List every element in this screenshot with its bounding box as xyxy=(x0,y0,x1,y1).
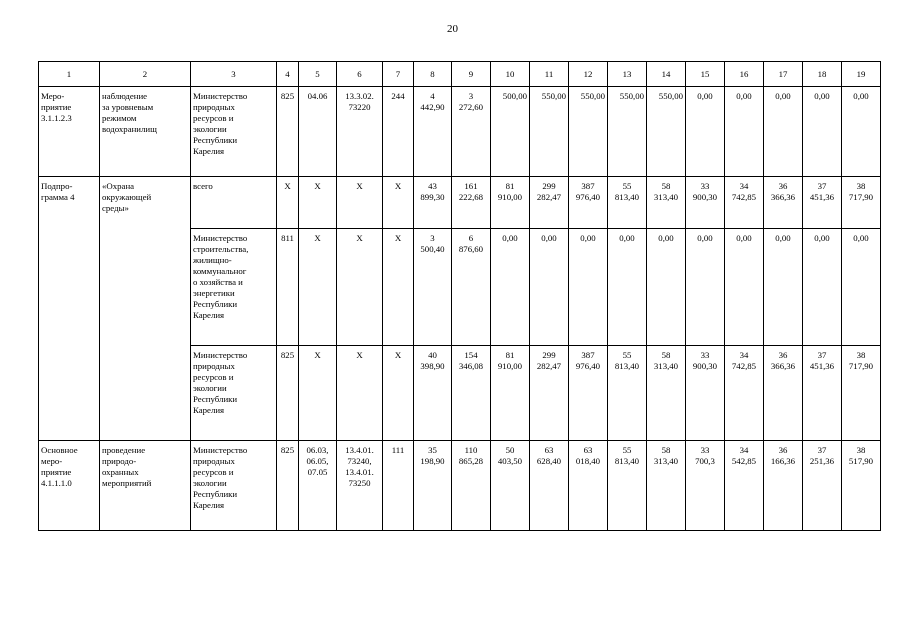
value-cell: 36 166,36 xyxy=(764,441,803,531)
value-cell: 387 976,40 xyxy=(569,177,608,229)
value-cell: 58 313,40 xyxy=(647,441,686,531)
value-cell: 43 899,30 xyxy=(414,177,452,229)
code-cell: X xyxy=(383,346,414,441)
value-cell: 63 628,40 xyxy=(530,441,569,531)
executor-cell: всего xyxy=(191,177,277,229)
value-cell: 299 282,47 xyxy=(530,177,569,229)
executor-cell: Министерство природных ресурсов и экологии Республики Карелия xyxy=(191,441,277,531)
header-cell: 1 xyxy=(39,62,100,87)
header-cell: 7 xyxy=(383,62,414,87)
code-cell: X xyxy=(383,177,414,229)
header-cell: 2 xyxy=(100,62,191,87)
code-cell: 244 xyxy=(383,87,414,177)
value-cell: 110 865,28 xyxy=(452,441,491,531)
value-cell: 3 272,60 xyxy=(452,87,491,177)
value-cell: 0,00 xyxy=(686,229,725,346)
value-cell: 33 900,30 xyxy=(686,177,725,229)
value-cell: 4 442,90 xyxy=(414,87,452,177)
code-cell: 825 xyxy=(277,346,299,441)
value-cell: 0,00 xyxy=(803,87,842,177)
value-cell: 500,00 xyxy=(491,87,530,177)
header-cell: 13 xyxy=(608,62,647,87)
budget-table xyxy=(38,61,881,531)
row-label-cell: Основное меро- приятие 4.1.1.1.0 xyxy=(39,441,100,531)
value-cell: 550,00 xyxy=(647,87,686,177)
value-cell: 34 742,85 xyxy=(725,177,764,229)
value-cell: 50 403,50 xyxy=(491,441,530,531)
value-cell: 6 876,60 xyxy=(452,229,491,346)
header-cell: 6 xyxy=(337,62,383,87)
value-cell: 81 910,00 xyxy=(491,346,530,441)
value-cell: 38 717,90 xyxy=(842,346,881,441)
value-cell: 0,00 xyxy=(530,229,569,346)
code-cell: X xyxy=(299,346,337,441)
value-cell: 55 813,40 xyxy=(608,441,647,531)
code-cell: X xyxy=(299,177,337,229)
value-cell: 0,00 xyxy=(725,229,764,346)
code-cell: 13.4.01. 73240, 13.4.01. 73250 xyxy=(337,441,383,531)
header-cell: 4 xyxy=(277,62,299,87)
value-cell: 387 976,40 xyxy=(569,346,608,441)
value-cell: 37 251,36 xyxy=(803,441,842,531)
value-cell: 0,00 xyxy=(842,87,881,177)
value-cell: 299 282,47 xyxy=(530,346,569,441)
header-cell: 16 xyxy=(725,62,764,87)
value-cell: 36 366,36 xyxy=(764,346,803,441)
header-cell: 14 xyxy=(647,62,686,87)
code-cell: 111 xyxy=(383,441,414,531)
header-cell: 10 xyxy=(491,62,530,87)
value-cell: 0,00 xyxy=(842,229,881,346)
value-cell: 34 742,85 xyxy=(725,346,764,441)
value-cell: 0,00 xyxy=(608,229,647,346)
header-cell: 8 xyxy=(414,62,452,87)
value-cell: 0,00 xyxy=(725,87,764,177)
value-cell: 63 018,40 xyxy=(569,441,608,531)
description-cell: проведение природо- охранных мероприятий xyxy=(100,441,191,531)
table-row xyxy=(39,441,881,531)
value-cell: 58 313,40 xyxy=(647,177,686,229)
code-cell: X xyxy=(337,346,383,441)
value-cell: 34 542,85 xyxy=(725,441,764,531)
table-row xyxy=(39,177,881,229)
value-cell: 550,00 xyxy=(608,87,647,177)
value-cell: 33 900,30 xyxy=(686,346,725,441)
code-cell: 13.3.02. 73220 xyxy=(337,87,383,177)
table-row xyxy=(39,87,881,177)
code-cell: 04.06 xyxy=(299,87,337,177)
value-cell: 58 313,40 xyxy=(647,346,686,441)
executor-cell: Министерство природных ресурсов и экологии Республики Карелия xyxy=(191,87,277,177)
value-cell: 35 198,90 xyxy=(414,441,452,531)
value-cell: 38 517,90 xyxy=(842,441,881,531)
header-cell: 15 xyxy=(686,62,725,87)
code-cell: X xyxy=(277,177,299,229)
value-cell: 0,00 xyxy=(647,229,686,346)
code-cell: X xyxy=(337,229,383,346)
header-cell: 12 xyxy=(569,62,608,87)
header-cell: 9 xyxy=(452,62,491,87)
description-cell: «Охрана окружающей среды» xyxy=(100,177,191,441)
header-cell: 3 xyxy=(191,62,277,87)
description-cell: наблюдение за уровневым режимом водохранилищ xyxy=(100,87,191,177)
code-cell: X xyxy=(383,229,414,346)
header-cell: 18 xyxy=(803,62,842,87)
code-cell: X xyxy=(337,177,383,229)
code-cell: 825 xyxy=(277,441,299,531)
value-cell: 38 717,90 xyxy=(842,177,881,229)
value-cell: 0,00 xyxy=(491,229,530,346)
header-cell: 19 xyxy=(842,62,881,87)
value-cell: 550,00 xyxy=(530,87,569,177)
code-cell: 06.03, 06.05, 07.05 xyxy=(299,441,337,531)
value-cell: 0,00 xyxy=(686,87,725,177)
header-row xyxy=(39,62,881,87)
value-cell: 36 366,36 xyxy=(764,177,803,229)
value-cell: 0,00 xyxy=(764,229,803,346)
code-cell: X xyxy=(299,229,337,346)
value-cell: 37 451,36 xyxy=(803,177,842,229)
header-cell: 17 xyxy=(764,62,803,87)
value-cell: 40 398,90 xyxy=(414,346,452,441)
row-label-cell: Меро- приятие 3.1.1.2.3 xyxy=(39,87,100,177)
value-cell: 3 500,40 xyxy=(414,229,452,346)
value-cell: 154 346,08 xyxy=(452,346,491,441)
value-cell: 0,00 xyxy=(569,229,608,346)
value-cell: 550,00 xyxy=(569,87,608,177)
row-label-cell: Подпро- грамма 4 xyxy=(39,177,100,441)
header-cell: 5 xyxy=(299,62,337,87)
code-cell: 825 xyxy=(277,87,299,177)
value-cell: 0,00 xyxy=(803,229,842,346)
value-cell: 37 451,36 xyxy=(803,346,842,441)
value-cell: 33 700,3 xyxy=(686,441,725,531)
value-cell: 55 813,40 xyxy=(608,177,647,229)
value-cell: 0,00 xyxy=(764,87,803,177)
value-cell: 55 813,40 xyxy=(608,346,647,441)
value-cell: 81 910,00 xyxy=(491,177,530,229)
header-cell: 11 xyxy=(530,62,569,87)
executor-cell: Министерство природных ресурсов и экологии Республики Карелия xyxy=(191,346,277,441)
page-number: 20 xyxy=(447,23,458,35)
code-cell: 811 xyxy=(277,229,299,346)
value-cell: 161 222,68 xyxy=(452,177,491,229)
executor-cell: Министерство строительства, жилищно- коммунальног о хозяйства и энергетики Республики Карелия xyxy=(191,229,277,346)
